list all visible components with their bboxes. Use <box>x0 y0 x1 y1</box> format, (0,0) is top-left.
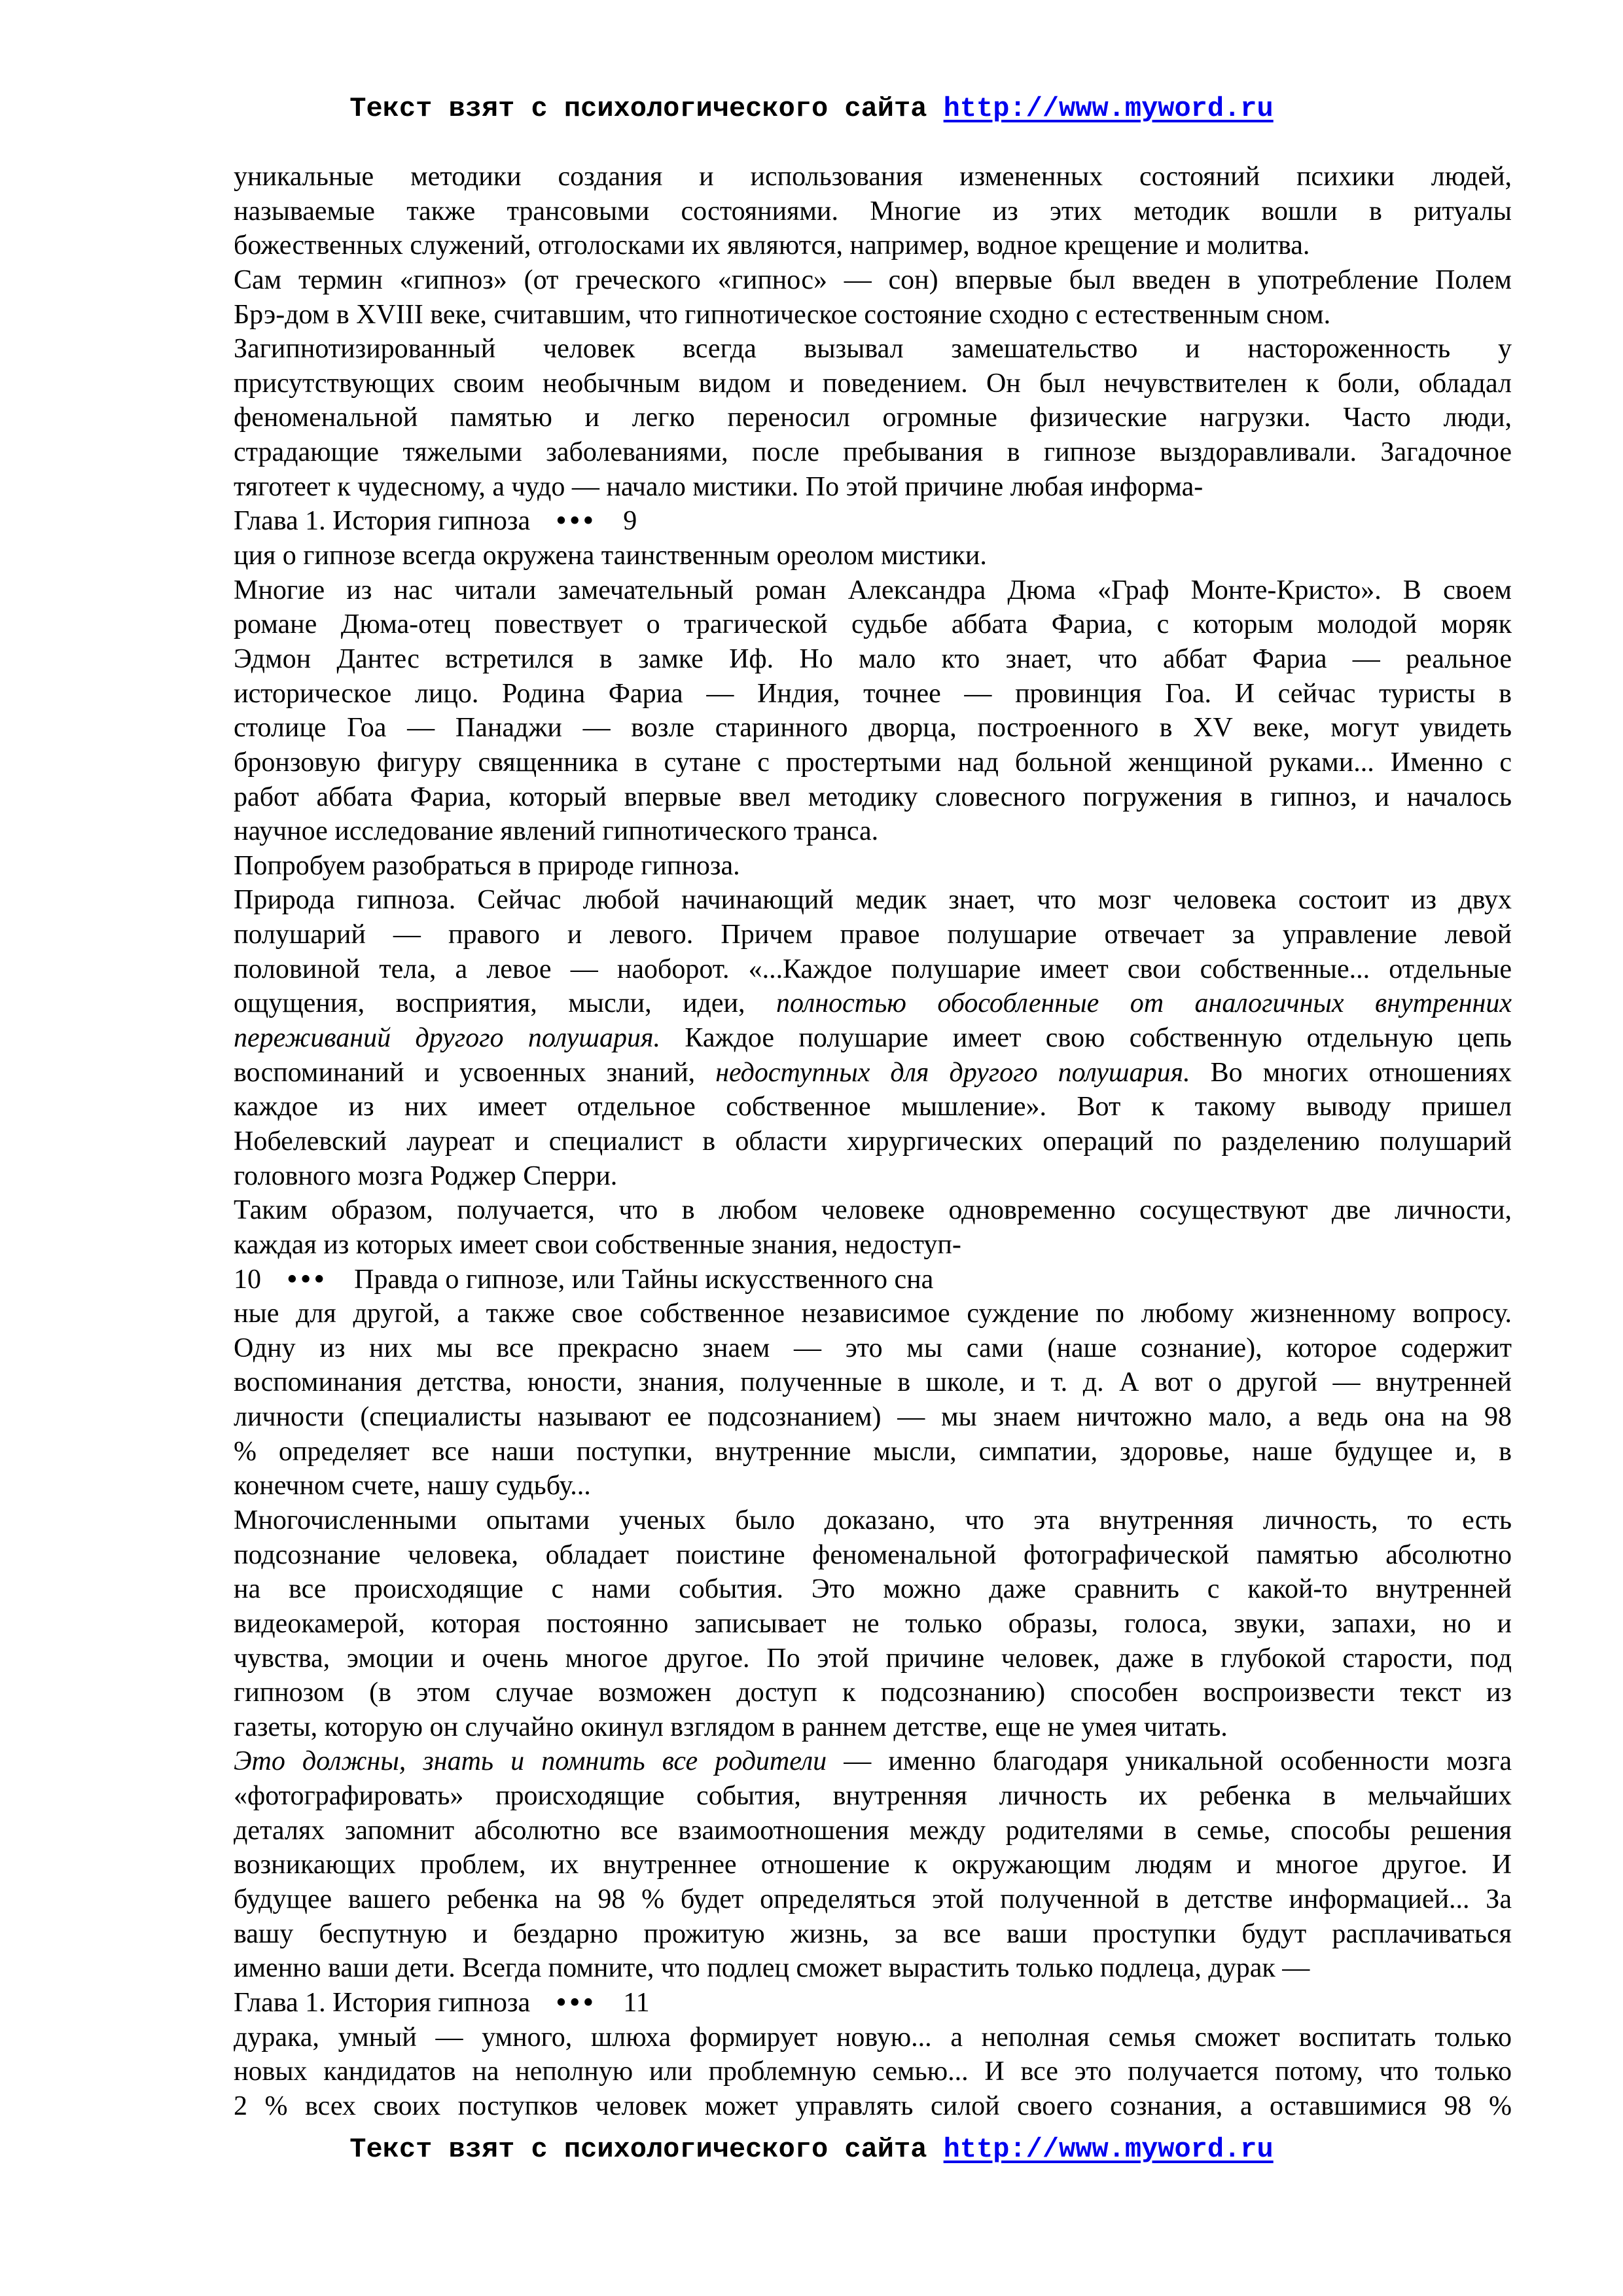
text-line: конечном счете, нашу судьбу... <box>234 1471 591 1501</box>
text-line: вашу беспутную и бездарно прожитую жизнь, за все ваши проступки будут расплачиваться <box>234 1918 1512 1949</box>
text-line: половиной тела, а левое — наоборот. «...Каждое полушарие имеет свои собственные... отдельные <box>234 954 1512 984</box>
text-line: феноменальной памятью и легко переносил огромные физические нагрузки. Часто люди, <box>234 403 1512 433</box>
text-line: Одну из них мы все прекрасно знаем — это мы сами (наше сознание), которое содержит <box>234 1333 1512 1363</box>
text-line: Эдмон Дантес встретился в замке Иф. Но мало кто знает, что аббат Фариа — реальное <box>234 643 1512 674</box>
text-span: воспоминаний и усвоенных знаний, <box>234 1057 716 1088</box>
text-span: ощущения, восприятия, мысли, идеи, <box>234 988 777 1019</box>
text-line: гипнозом (в этом случае возможен доступ к подсознанию) способен воспроизвести текст из <box>234 1677 1512 1708</box>
source-banner-top <box>0 93 1623 124</box>
banner-text: Текст взят с психологического сайта <box>349 93 944 124</box>
text-line: новых кандидатов на неполную или проблемную семью... И все это получается потому, что только <box>234 2056 1512 2087</box>
text-line: называемые также трансовыми состояниями. Многие из этих методик вошли в ритуалы <box>234 196 1512 226</box>
separator-dots: ••• <box>556 1987 597 2018</box>
text-line: романе Дюма-отец повествует о трагической судьбе аббата Фариа, с которым молодой моряк <box>234 609 1512 640</box>
italic-text: переживаний другого полушария. <box>234 1023 661 1054</box>
text-line: каждое из них имеет отдельное собственное мышление». Вот к такому выводу пришел <box>234 1092 1512 1122</box>
source-link[interactable]: http://www.myword.ru <box>943 2134 1274 2165</box>
text-line <box>234 1744 1512 1779</box>
text-line: возникающих проблем, их внутреннее отношение к окружающим людям и многое другое. И <box>234 1850 1512 1880</box>
text-line: головного мозга Роджер Сперри. <box>234 1160 618 1191</box>
text-line: деталях запомнит абсолютно все взаимоотношения между родителями в семье, способы решения <box>234 1815 1512 1846</box>
running-header <box>234 504 1512 539</box>
text-line: Природа гипноза. Сейчас любой начинающий медик знает, что мозг человека состоит из двух <box>234 885 1512 916</box>
text-line: подсознание человека, обладает поистине феноменальной фотографической памятью абсолютно <box>234 1539 1512 1570</box>
running-header-text: Глава 1. История гипноза <box>234 1987 531 2018</box>
text-line: чувства, эмоции и очень многое другое. По этой причине человек, даже в глубокой старости, под <box>234 1643 1512 1674</box>
text-span: — именно благодаря уникальной особенности мозга <box>827 1746 1512 1777</box>
text-line: именно ваши дети. Всегда помните, что подлец сможет вырастить только подлеца, дурак — <box>234 1953 1310 1984</box>
source-link[interactable]: http://www.myword.ru <box>943 93 1274 124</box>
text-line: дурака, умный — умного, шлюха формирует новую... а неполная семья сможет воспитать только <box>234 2022 1512 2053</box>
source-banner-bottom <box>0 2134 1623 2165</box>
text-line: божественных служений, отголосками их являются, например, водное крещение и молитва. <box>234 230 1310 261</box>
text-line: будущее вашего ребенка на 98 % будет определяться этой полученной в детстве информацией... За <box>234 1884 1512 1915</box>
italic-text: полностью обособленные от аналогичных внутренних <box>776 988 1512 1019</box>
text-line: присутствующих своим необычным видом и поведением. Он был нечувствителен к боли, обладал <box>234 368 1512 399</box>
running-header-text: Глава 1. История гипноза <box>234 506 531 537</box>
text-line: полушарий — правого и левого. Причем правое полушарие отвечает за управление левой <box>234 920 1512 950</box>
text-line: % определяет все наши поступки, внутренние мысли, симпатии, здоровье, наше будущее и, в <box>234 1436 1512 1467</box>
text-line: работ аббата Фариа, который впервые ввел методику словесного погружения в гипноз, и началось <box>234 781 1512 812</box>
running-header <box>234 1986 1512 2020</box>
text-line: Многочисленными опытами ученых было доказано, что эта внутренняя личность, то есть <box>234 1505 1512 1535</box>
text-line: Таким образом, получается, что в любом человеке одновременно сосуществуют две личности, <box>234 1195 1512 1226</box>
text-line: научное исследование явлений гипнотического транса. <box>234 816 879 847</box>
italic-text: недоступных для другого полушария. <box>715 1057 1190 1088</box>
text-line: Сам термин «гипноз» (от греческого «гипнос» — сон) впервые был введен в употребление Полем <box>234 264 1512 295</box>
text-line: Брэ-дом в XVIII веке, считавшим, что гипнотическое состояние сходно с естественным сном. <box>234 299 1331 330</box>
text-line: Загипнотизированный человек всегда вызывал замешательство и настороженность у <box>234 334 1512 365</box>
italic-text: Это должны, знать и помнить все родители <box>234 1746 827 1777</box>
text-line: ные для другой, а также свое собственное независимое суждение по любому жизненному вопросу. <box>234 1299 1512 1329</box>
banner-text: Текст взят с психологического сайта <box>349 2134 944 2165</box>
text-line: видеокамерой, которая постоянно записывает не только образы, голоса, звуки, запахи, но и <box>234 1608 1512 1639</box>
running-header <box>234 1263 1512 1297</box>
text-line: Попробуем разобраться в природе гипноза. <box>234 850 740 881</box>
text-line: каждая из которых имеет свои собственные знания, недоступ- <box>234 1229 961 1260</box>
running-header-text: 9 <box>623 506 637 537</box>
text-line <box>234 1021 1512 1056</box>
text-line: столице Гоа — Панаджи — возле старинного дворца, построенного в XV веке, могут увидеть <box>234 713 1512 744</box>
text-line: Нобелевский лауреат и специалист в области хирургических операций по разделению полушарий <box>234 1126 1512 1157</box>
separator-dots: ••• <box>556 506 597 537</box>
text-line: 2 % всех своих поступков человек может управлять силой своего сознания, а оставшимися 98 % <box>234 2090 1512 2121</box>
text-line <box>234 986 1512 1021</box>
text-line: страдающие тяжелыми заболеваниями, после пребывания в гипнозе выздоравливали. Загадочное <box>234 437 1512 468</box>
text-line: воспоминания детства, юности, знания, полученные в школе, и т. д. А вот о другой — внутренней <box>234 1367 1512 1398</box>
text-line: уникальные методики создания и использования измененных состояний психики людей, <box>234 162 1512 192</box>
document-body <box>234 160 1512 2124</box>
text-line: личности (специалисты называют ее подсознанием) — мы знаем ничтожно мало, а ведь она на 98 <box>234 1402 1512 1433</box>
text-line: историческое лицо. Родина Фариа — Индия, точнее — провинция Гоа. И сейчас туристы в <box>234 678 1512 709</box>
text-line: бронзовую фигуру священника в сутане с простертыми над больной женщиной руками... Именно с <box>234 747 1512 778</box>
text-line: на все происходящие с нами события. Это можно даже сравнить с какой-то внутренней <box>234 1574 1512 1605</box>
text-line: тяготеет к чудесному, а чудо — начало мистики. По этой причине любая информа- <box>234 471 1204 502</box>
text-span: Каждое полушарие имеет свою собственную отдельную цепь <box>660 1023 1512 1054</box>
text-line: ция о гипнозе всегда окружена таинственным ореолом мистики. <box>234 541 987 571</box>
text-line: «фотографировать» происходящие события, внутренняя личность их ребенка в мельчайших <box>234 1781 1512 1812</box>
text-span: Во многих отношениях <box>1190 1057 1512 1088</box>
text-line: Многие из нас читали замечательный роман Александра Дюма «Граф Монте-Кристо». В своем <box>234 575 1512 605</box>
running-header-text: Правда о гипнозе, или Тайны искусственного сна <box>354 1264 934 1295</box>
text-line: газеты, которую он случайно окинул взглядом в раннем детстве, еще не умея читать. <box>234 1712 1228 1742</box>
running-header-text: 10 <box>234 1264 261 1295</box>
running-header-text: 11 <box>623 1987 650 2018</box>
separator-dots: ••• <box>287 1264 329 1295</box>
text-line <box>234 1056 1512 1090</box>
